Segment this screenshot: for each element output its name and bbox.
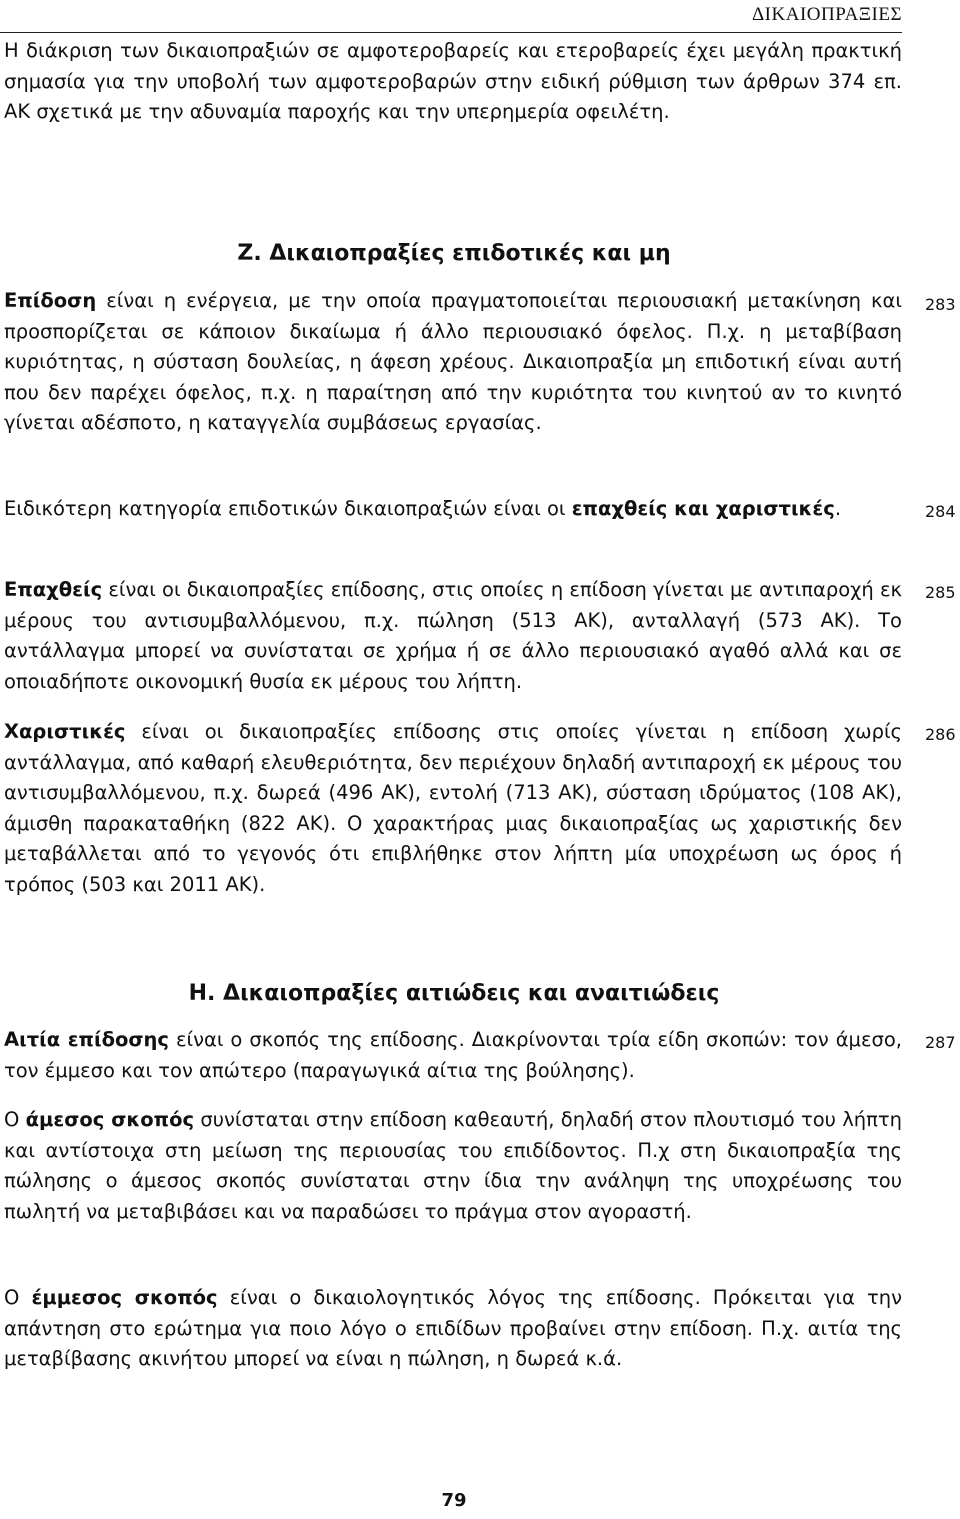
term-epachtheis: Επαχθείς bbox=[4, 578, 103, 601]
paragraph-amesos-text: συνίσταται στην επίδοση καθεαυτή, δηλαδή στον πλουτισμό του λήπτη και αντίστοιχα στη μείωση της περιουσίας του επιδίδοντος. Π.χ στη δικαιοπραξία της πώλησης ο άμεσος σκοπός συνίσταται στην ίδια την ανάληψη της υποχρέωσης του πωλητή να μεταβιβάσει και να παραδώσει το πράγμα στον αγοραστή. bbox=[4, 1108, 902, 1223]
margin-number-287: 287 bbox=[925, 1033, 956, 1052]
paragraph-amesos-pre: Ο bbox=[4, 1108, 26, 1131]
section-heading-z: Ζ. Δικαιοπραξίες επιδοτικές και μη bbox=[237, 241, 671, 266]
running-header bbox=[0, 0, 902, 33]
page-number: 79 bbox=[441, 1490, 467, 1511]
paragraph-emmesos bbox=[4, 1283, 902, 1375]
paragraph-285-text: είναι οι δικαιοπραξίες επίδοσης, στις οποίες η επίδοση γίνεται με αντιπαροχή εκ μέρους του αντισυμβαλλόμενου, π.χ. πώληση (513 ΑΚ), ανταλλαγή (573 ΑΚ). Το αντάλλαγμα μπορεί να συνίσταται σε χρήμα ή σε άλλο περιουσιακό αγαθό αλλά και σε οποιαδήποτε οικονομική θυσία εκ μέρους του λήπτη. bbox=[4, 578, 902, 693]
paragraph-284-text: Ειδικότερη κατηγορία επιδοτικών δικαιοπραξιών είναι οι bbox=[4, 497, 572, 520]
paragraph-283-text: είναι η ενέργεια, με την οποία πραγματοποιείται περιουσιακή μετακίνηση και προσπορίζεται σε κάποιον δικαίωμα ή άλλο περιουσιακό όφελος. Π.χ. η μεταβίβαση κυριότητας, η σύσταση δουλείας, η άφεση χρέους. Δικαιοπραξία μη επιδοτική είναι αυτή που δεν παρέχει όφελος, π.χ. η παραίτηση από την κυριότητα του κινητού αν το κινητό γίνεται αδέσποτο, η καταγγελία συμβάσεως εργασίας. bbox=[4, 289, 902, 435]
term-charistikes: Χαριστικές bbox=[4, 720, 126, 743]
term-epidosi: Επίδοση bbox=[4, 289, 97, 312]
paragraph-286-text: είναι οι δικαιοπραξίες επίδοσης στις οποίες γίνεται η επίδοση χωρίς αντάλλαγμα, από καθαρή ελευθεριότητα, δεν περιέχουν δηλαδή αντιπαροχή εκ μέρους του αντισυμβαλλόμενου, π.χ. δωρεά (496 ΑΚ), εντολή (713 ΑΚ), σύσταση ιδρύματος (108 ΑΚ), άμισθη παρακαταθήκη (822 ΑΚ). Ο χαρακτήρας μιας δικαιοπραξίας ως χαριστικής δεν μεταβάλλεται από το γεγονός ότι επιβλήθηκε στον λήπτη μία υποχρέωση ως όρος ή τρόπος (503 και 2011 ΑΚ). bbox=[4, 720, 902, 896]
margin-number-284: 284 bbox=[925, 502, 956, 521]
intro-paragraph: Η διάκριση των δικαιοπραξιών σε αμφοτεροβαρείς και ετεροβαρείς έχει μεγάλη πρακτική σημασία για την υποβολή των αμφοτεροβαρών στην ειδική ρύθμιση των άρθρων 374 επ. ΑΚ σχετικά με την αδυναμία παροχής και την υπερημερία οφειλέτη. bbox=[4, 39, 902, 124]
paragraph-emmesos-text: είναι ο δικαιολογητικός λόγος της επίδοσης. Πρόκειται για την απάντηση στο ερώτημα για ποιο λόγο ο επιδίδων προβαίνει στην επίδοση. Π.χ. αιτία της μεταβίβασης ακινήτου μπορεί να είναι η πώληση, η δωρεά κ.ά. bbox=[4, 1286, 902, 1371]
header-title: ΔΙΚΑΙΟΠΡΑΞΙΕΣ bbox=[751, 4, 902, 25]
section-heading-h: Η. Δικαιοπραξίες αιτιώδεις και αναιτιώδεις bbox=[188, 981, 720, 1006]
paragraph-emmesos-pre: Ο bbox=[4, 1286, 32, 1309]
paragraph-286 bbox=[4, 717, 902, 901]
paragraph-285 bbox=[4, 575, 902, 697]
paragraph-amesos bbox=[4, 1105, 902, 1227]
term-amesos-skopos: άμεσος σκοπός bbox=[25, 1108, 195, 1131]
term-emmesos-skopos: έμμεσος σκοπός bbox=[31, 1286, 218, 1309]
paragraph-287-text: είναι ο σκοπός της επίδοσης. Διακρίνονται τρία είδη σκοπών: τον άμεσο, τον έμμεσο και τον απώτερο (παραγωγικά αίτια της βούλησης). bbox=[4, 1028, 902, 1082]
margin-number-286: 286 bbox=[925, 725, 956, 744]
paragraph-284-tail: . bbox=[834, 497, 842, 520]
margin-number-283: 283 bbox=[925, 295, 956, 314]
term-epachtheis-charistikes: επαχθείς και χαριστικές bbox=[571, 497, 835, 520]
paragraph-284 bbox=[4, 494, 902, 525]
term-aitia-epidosis: Αιτία επίδοσης bbox=[4, 1028, 169, 1051]
paragraph-283 bbox=[4, 286, 902, 439]
paragraph-287 bbox=[4, 1025, 902, 1086]
margin-number-285: 285 bbox=[925, 583, 956, 602]
